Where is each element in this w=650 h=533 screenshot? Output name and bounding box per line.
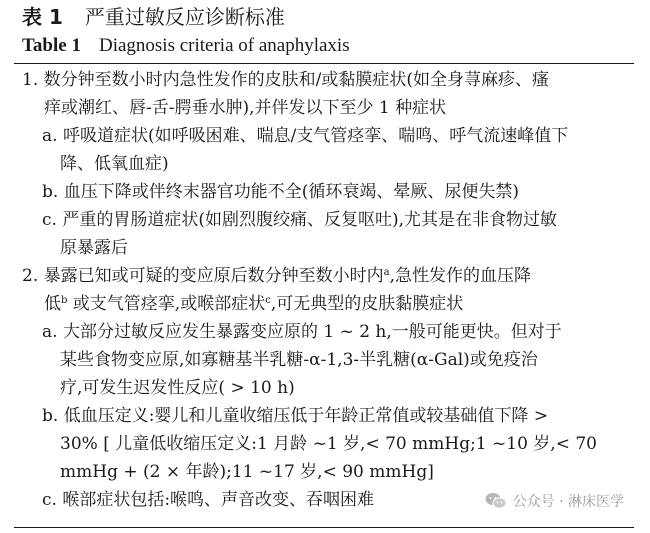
- criterion-2-line-1-tail: ,急性发作的血压降: [389, 266, 531, 286]
- criterion-2-line-1-text: 2. 暴露已知或可疑的变应原后数分钟至数小时内: [22, 266, 384, 286]
- criterion-2b-line-1: b. 低血压定义:婴儿和儿童收缩压低于年龄正常值或较基础值下降 >: [42, 406, 549, 426]
- criterion-1: [14, 66, 634, 262]
- criterion-2b-line-2: 30% [ 儿童低收缩压定义:1 月龄 ~1 岁,< 70 mmHg;1 ~10 岁,< 70: [60, 434, 597, 454]
- watermark-text: 公众号 · 淋床医学: [512, 494, 624, 510]
- criterion-2-line-2-text: 低: [44, 294, 61, 314]
- footnote-mark-c: c: [265, 295, 271, 306]
- criterion-2a-line-3: 疗,可发生迟发性反应( > 10 h): [60, 378, 295, 398]
- criterion-1b-line-1: b. 血压下降或伴终末器官功能不全(循环衰竭、晕厥、尿便失禁): [42, 182, 519, 202]
- criterion-1a-line-1: a. 呼吸道症状(如呼吸困难、喘息/支气管痉挛、喘鸣、呼气流速峰值下: [42, 126, 569, 146]
- criterion-2-line-1: [14, 262, 634, 290]
- criterion-2-line-2-tail: ,可无典型的皮肤黏膜症状: [270, 294, 464, 314]
- criterion-2: [14, 262, 634, 514]
- criterion-2-line-2: [14, 290, 634, 318]
- criterion-2c-line-1: c. 喉部症状包括:喉鸣、声音改变、吞咽困难: [42, 490, 375, 510]
- watermark: [485, 491, 624, 511]
- footnote-mark-b: b: [61, 295, 68, 306]
- footnote-mark-a: a: [383, 267, 390, 278]
- table-title-text-en: Diagnosis criteria of anaphylaxis: [98, 35, 350, 56]
- criterion-2b-line-3: mmHg + (2 × 年龄);11 ~17 岁,< 90 mmHg]: [60, 462, 434, 482]
- criterion-1a-line-2: 降、低氧血症): [60, 154, 169, 174]
- criterion-2-line-2-mid: 或支气管痉挛,或喉部症状: [67, 294, 266, 314]
- criteria-list: [14, 66, 634, 514]
- criterion-1-line-1: 1. 数分钟至数小时内急性发作的皮肤和/或黏膜症状(如全身荨麻疹、瘙: [22, 70, 549, 90]
- table-title-cn: [22, 4, 285, 30]
- table-title-en: [22, 34, 350, 58]
- table-top-rule: [14, 63, 634, 64]
- wechat-icon: [485, 492, 507, 510]
- table-label-cn: 表 1: [22, 5, 63, 29]
- criterion-1c-line-1: c. 严重的胃肠道症状(如剧烈腹绞痛、反复呕吐),尤其是在非食物过敏: [42, 210, 557, 230]
- criterion-1-line-2: 痒或潮红、唇-舌-腭垂水肿),并伴发以下至少 1 种症状: [44, 98, 447, 118]
- table-label-en: Table 1: [22, 35, 81, 56]
- table-bottom-rule: [14, 527, 634, 528]
- criterion-1c-line-2: 原暴露后: [60, 238, 128, 258]
- criterion-2a-line-1: a. 大部分过敏反应发生暴露变应原的 1 ~ 2 h,一般可能更快。但对于: [42, 322, 562, 342]
- criterion-2a-line-2: 某些食物变应原,如寡糖基半乳糖-α-1,3-半乳糖(α-Gal)或免疫治: [60, 350, 538, 370]
- table-title-text-cn: 严重过敏反应诊断标准: [84, 5, 285, 29]
